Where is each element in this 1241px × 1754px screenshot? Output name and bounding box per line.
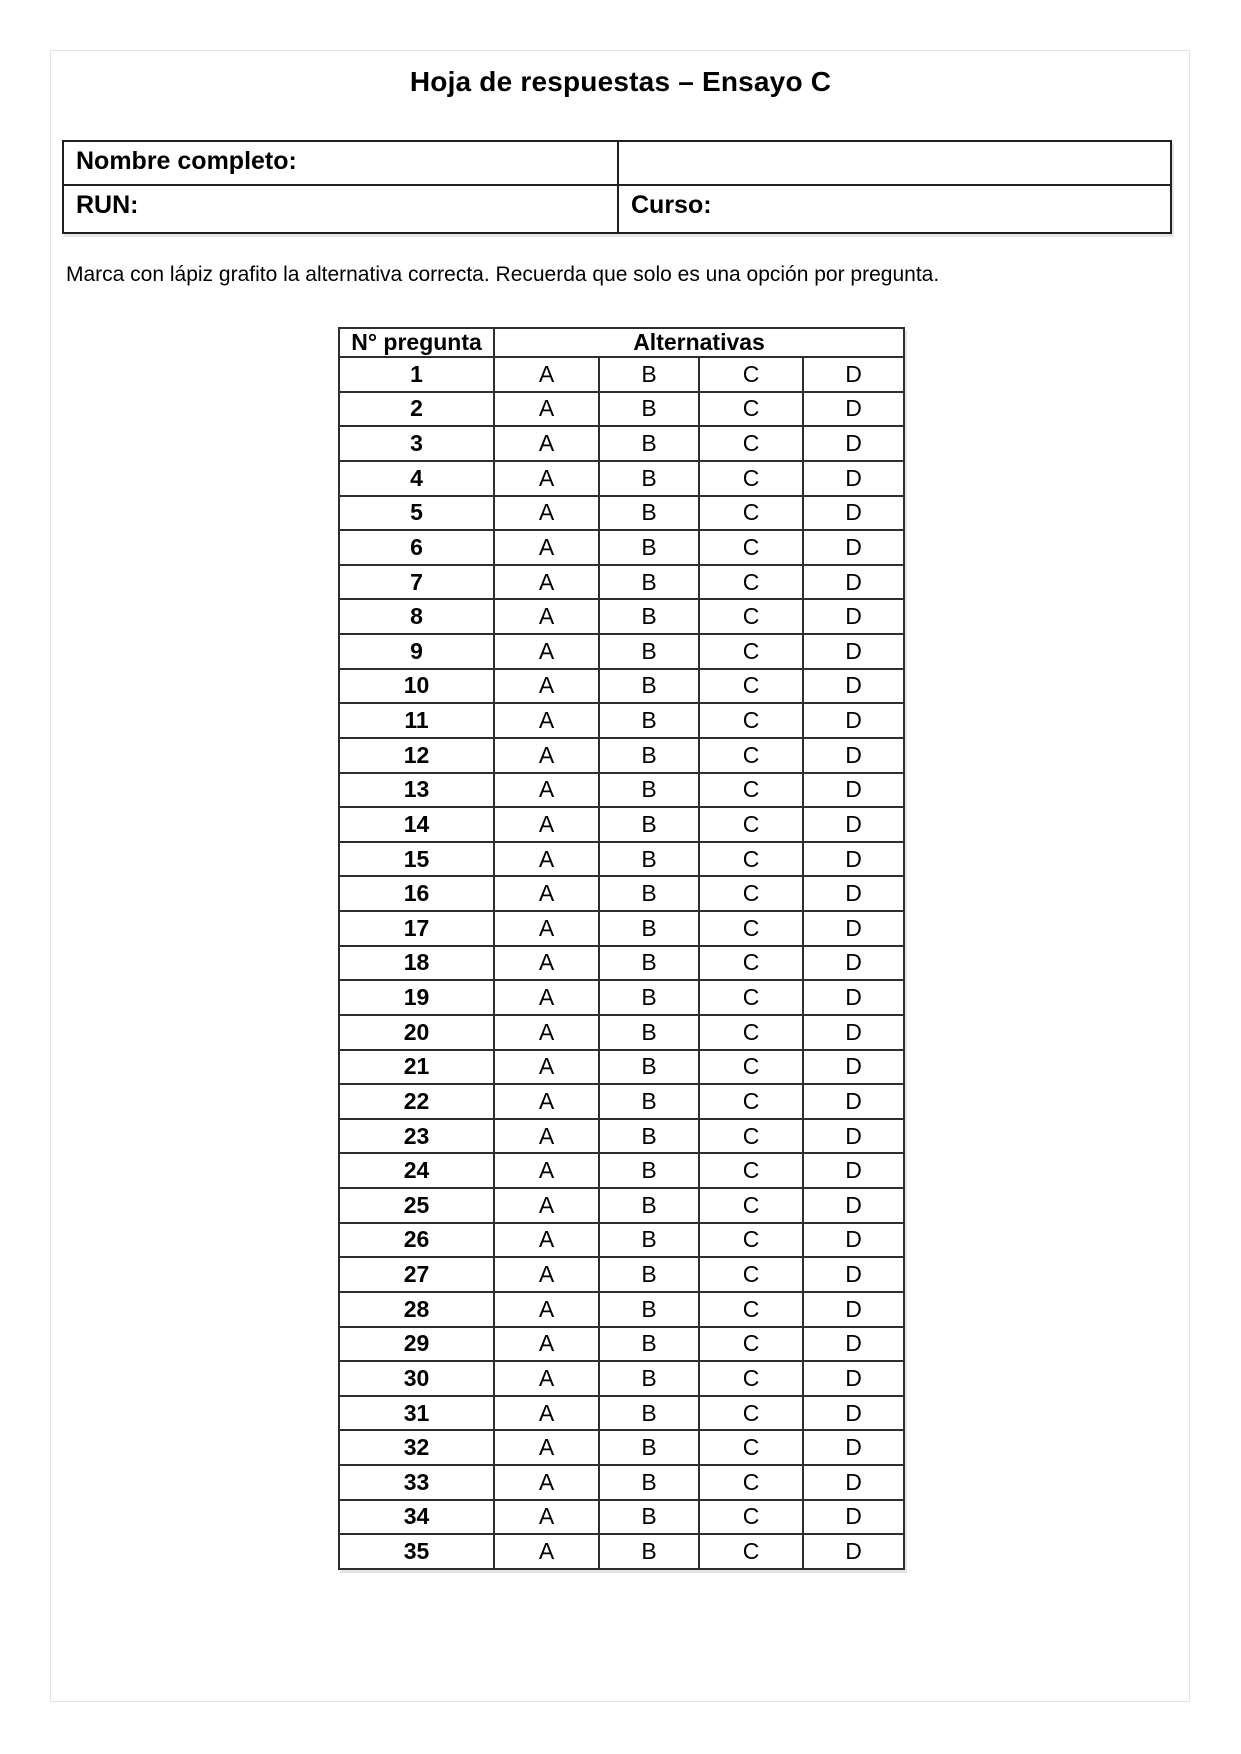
answer-row (339, 1015, 904, 1050)
question-number: 12 (339, 738, 494, 773)
instruction-text: Marca con lápiz grafito la alternativa correcta. Recuerda que solo es una opción por pregunta. (66, 263, 940, 286)
option-c-cell[interactable]: C (699, 1534, 803, 1569)
option-c-cell[interactable]: C (699, 842, 803, 877)
option-c-cell[interactable]: C (699, 1500, 803, 1535)
option-d-cell[interactable]: D (803, 1534, 904, 1569)
answer-row (339, 1050, 904, 1085)
answer-row (339, 1534, 904, 1569)
question-number: 17 (339, 911, 494, 946)
option-c-cell[interactable]: C (699, 1153, 803, 1188)
question-number: 33 (339, 1465, 494, 1500)
option-a-cell[interactable]: A (494, 738, 599, 773)
option-b-cell[interactable]: B (599, 669, 699, 704)
question-number: 35 (339, 1534, 494, 1569)
option-c-cell[interactable]: C (699, 807, 803, 842)
option-b-cell[interactable]: B (599, 1500, 699, 1535)
option-b-cell[interactable]: B (599, 496, 699, 531)
option-a-cell[interactable]: A (494, 1257, 599, 1292)
option-c-cell[interactable]: C (699, 1361, 803, 1396)
option-c-cell[interactable]: C (699, 1396, 803, 1431)
option-c-cell[interactable]: C (699, 530, 803, 565)
option-b-cell[interactable]: B (599, 599, 699, 634)
answer-row (339, 1465, 904, 1500)
question-number-header: N° pregunta (339, 328, 494, 357)
answer-row (339, 773, 904, 808)
question-number: 28 (339, 1292, 494, 1327)
answer-row (339, 1257, 904, 1292)
option-a-cell[interactable]: A (494, 1119, 599, 1154)
option-c-cell[interactable]: C (699, 980, 803, 1015)
answer-row (339, 565, 904, 600)
option-b-cell[interactable]: B (599, 1361, 699, 1396)
question-number: 4 (339, 461, 494, 496)
question-number: 13 (339, 773, 494, 808)
option-d-cell[interactable]: D (803, 773, 904, 808)
option-a-cell[interactable]: A (494, 1396, 599, 1431)
answer-table-header-row (339, 328, 904, 357)
answer-row (339, 738, 904, 773)
answer-row (339, 876, 904, 911)
option-d-cell[interactable]: D (803, 1050, 904, 1085)
option-d-cell[interactable]: D (803, 842, 904, 877)
option-d-cell[interactable]: D (803, 461, 904, 496)
option-a-cell[interactable]: A (494, 876, 599, 911)
option-d-cell[interactable]: D (803, 1292, 904, 1327)
option-a-cell[interactable]: A (494, 565, 599, 600)
option-c-cell[interactable]: C (699, 392, 803, 427)
option-d-cell[interactable]: D (803, 1396, 904, 1431)
option-c-cell[interactable]: C (699, 911, 803, 946)
answer-row (339, 1084, 904, 1119)
option-c-cell[interactable]: C (699, 946, 803, 981)
answer-row (339, 634, 904, 669)
nombre-field-cell[interactable] (63, 141, 618, 185)
option-a-cell[interactable]: A (494, 496, 599, 531)
question-number: 34 (339, 1500, 494, 1535)
option-d-cell[interactable]: D (803, 1188, 904, 1223)
option-a-cell[interactable]: A (494, 842, 599, 877)
option-d-cell[interactable]: D (803, 392, 904, 427)
answer-row (339, 1396, 904, 1431)
option-a-cell[interactable]: A (494, 1430, 599, 1465)
answer-row (339, 426, 904, 461)
run-label: RUN: (76, 191, 139, 219)
option-d-cell[interactable]: D (803, 980, 904, 1015)
answer-row (339, 1153, 904, 1188)
option-d-cell[interactable]: D (803, 669, 904, 704)
option-d-cell[interactable]: D (803, 911, 904, 946)
option-d-cell[interactable]: D (803, 1084, 904, 1119)
question-number: 5 (339, 496, 494, 531)
option-a-cell[interactable]: A (494, 703, 599, 738)
option-c-cell[interactable]: C (699, 599, 803, 634)
option-b-cell[interactable]: B (599, 357, 699, 392)
option-b-cell[interactable]: B (599, 738, 699, 773)
option-c-cell[interactable]: C (699, 461, 803, 496)
option-b-cell[interactable]: B (599, 1292, 699, 1327)
option-d-cell[interactable]: D (803, 807, 904, 842)
question-number: 14 (339, 807, 494, 842)
option-d-cell[interactable]: D (803, 1500, 904, 1535)
option-a-cell[interactable]: A (494, 669, 599, 704)
option-c-cell[interactable]: C (699, 1292, 803, 1327)
option-b-cell[interactable]: B (599, 703, 699, 738)
info-row-nombre (63, 141, 1171, 185)
option-d-cell[interactable]: D (803, 1119, 904, 1154)
option-b-cell[interactable]: B (599, 911, 699, 946)
option-a-cell[interactable]: A (494, 911, 599, 946)
answer-row (339, 461, 904, 496)
answer-row (339, 1188, 904, 1223)
option-a-cell[interactable]: A (494, 773, 599, 808)
option-a-cell[interactable]: A (494, 980, 599, 1015)
answer-row (339, 1292, 904, 1327)
answer-row (339, 599, 904, 634)
option-a-cell[interactable]: A (494, 807, 599, 842)
option-b-cell[interactable]: B (599, 392, 699, 427)
option-b-cell[interactable]: B (599, 1396, 699, 1431)
page-title: Hoja de respuestas – Ensayo C (409, 66, 832, 97)
question-number: 22 (339, 1084, 494, 1119)
option-c-cell[interactable]: C (699, 738, 803, 773)
option-c-cell[interactable]: C (699, 1257, 803, 1292)
question-number: 10 (339, 669, 494, 704)
option-d-cell[interactable]: D (803, 946, 904, 981)
answer-row (339, 1430, 904, 1465)
option-b-cell[interactable]: B (599, 842, 699, 877)
option-d-cell[interactable]: D (803, 530, 904, 565)
option-a-cell[interactable]: A (494, 1361, 599, 1396)
question-number: 7 (339, 565, 494, 600)
option-a-cell[interactable]: A (494, 946, 599, 981)
answer-row (339, 392, 904, 427)
answer-row (339, 807, 904, 842)
option-d-cell[interactable]: D (803, 599, 904, 634)
info-row-run-curso (63, 185, 1171, 233)
answer-row (339, 980, 904, 1015)
alternatives-header: Alternativas (494, 328, 904, 357)
option-a-cell[interactable]: A (494, 1465, 599, 1500)
curso-label: Curso: (631, 191, 712, 219)
option-b-cell[interactable]: B (599, 1257, 699, 1292)
option-b-cell[interactable]: B (599, 1015, 699, 1050)
option-c-cell[interactable]: C (699, 1223, 803, 1258)
option-b-cell[interactable]: B (599, 461, 699, 496)
answer-row (339, 842, 904, 877)
option-b-cell[interactable]: B (599, 565, 699, 600)
question-number: 31 (339, 1396, 494, 1431)
option-b-cell[interactable]: B (599, 807, 699, 842)
answer-row (339, 1500, 904, 1535)
option-d-cell[interactable]: D (803, 1430, 904, 1465)
option-b-cell[interactable]: B (599, 1223, 699, 1258)
run-field-cell[interactable] (63, 185, 618, 233)
option-a-cell[interactable]: A (494, 1292, 599, 1327)
option-a-cell[interactable]: A (494, 634, 599, 669)
answer-row (339, 946, 904, 981)
option-a-cell[interactable]: A (494, 461, 599, 496)
option-b-cell[interactable]: B (599, 1327, 699, 1362)
option-c-cell[interactable]: C (699, 1465, 803, 1500)
question-number: 15 (339, 842, 494, 877)
option-a-cell[interactable]: A (494, 1084, 599, 1119)
option-d-cell[interactable]: D (803, 565, 904, 600)
question-number: 20 (339, 1015, 494, 1050)
option-c-cell[interactable]: C (699, 1050, 803, 1085)
option-b-cell[interactable]: B (599, 1119, 699, 1154)
question-number: 8 (339, 599, 494, 634)
student-info-table (62, 140, 1172, 234)
option-d-cell[interactable]: D (803, 357, 904, 392)
question-number: 27 (339, 1257, 494, 1292)
question-number: 1 (339, 357, 494, 392)
option-a-cell[interactable]: A (494, 1015, 599, 1050)
option-a-cell[interactable]: A (494, 1500, 599, 1535)
answer-row (339, 669, 904, 704)
option-c-cell[interactable]: C (699, 703, 803, 738)
option-c-cell[interactable]: C (699, 1430, 803, 1465)
question-number: 21 (339, 1050, 494, 1085)
question-number: 26 (339, 1223, 494, 1258)
option-a-cell[interactable]: A (494, 599, 599, 634)
question-number: 23 (339, 1119, 494, 1154)
option-a-cell[interactable]: A (494, 1534, 599, 1569)
question-number: 19 (339, 980, 494, 1015)
answer-row (339, 496, 904, 531)
option-b-cell[interactable]: B (599, 1050, 699, 1085)
option-c-cell[interactable]: C (699, 1084, 803, 1119)
option-d-cell[interactable]: D (803, 1257, 904, 1292)
option-d-cell[interactable]: D (803, 738, 904, 773)
option-b-cell[interactable]: B (599, 1188, 699, 1223)
option-b-cell[interactable]: B (599, 634, 699, 669)
curso-field-cell[interactable] (618, 185, 1171, 233)
option-d-cell[interactable]: D (803, 876, 904, 911)
question-number: 9 (339, 634, 494, 669)
question-number: 16 (339, 876, 494, 911)
question-number: 6 (339, 530, 494, 565)
option-d-cell[interactable]: D (803, 426, 904, 461)
option-d-cell[interactable]: D (803, 1465, 904, 1500)
answer-row (339, 1119, 904, 1154)
answer-row (339, 911, 904, 946)
question-number: 18 (339, 946, 494, 981)
option-c-cell[interactable]: C (699, 565, 803, 600)
answer-row (339, 1327, 904, 1362)
question-number: 30 (339, 1361, 494, 1396)
option-d-cell[interactable]: D (803, 1153, 904, 1188)
question-number: 11 (339, 703, 494, 738)
option-a-cell[interactable]: A (494, 426, 599, 461)
option-b-cell[interactable]: B (599, 1084, 699, 1119)
question-number: 32 (339, 1430, 494, 1465)
option-c-cell[interactable]: C (699, 1119, 803, 1154)
option-c-cell[interactable]: C (699, 634, 803, 669)
nombre-label: Nombre completo: (76, 147, 297, 175)
option-b-cell[interactable]: B (599, 876, 699, 911)
option-b-cell[interactable]: B (599, 773, 699, 808)
answer-row (339, 1361, 904, 1396)
option-b-cell[interactable]: B (599, 530, 699, 565)
option-b-cell[interactable]: B (599, 1465, 699, 1500)
answer-sheet-table (338, 327, 905, 1570)
option-d-cell[interactable]: D (803, 1223, 904, 1258)
question-number: 29 (339, 1327, 494, 1362)
option-d-cell[interactable]: D (803, 1327, 904, 1362)
option-c-cell[interactable]: C (699, 426, 803, 461)
option-b-cell[interactable]: B (599, 946, 699, 981)
option-a-cell[interactable]: A (494, 357, 599, 392)
option-c-cell[interactable]: C (699, 496, 803, 531)
question-number: 24 (339, 1153, 494, 1188)
option-b-cell[interactable]: B (599, 1430, 699, 1465)
option-c-cell[interactable]: C (699, 1327, 803, 1362)
question-number: 25 (339, 1188, 494, 1223)
option-c-cell[interactable]: C (699, 669, 803, 704)
option-b-cell[interactable]: B (599, 1153, 699, 1188)
option-d-cell[interactable]: D (803, 1015, 904, 1050)
option-d-cell[interactable]: D (803, 703, 904, 738)
option-b-cell[interactable]: B (599, 980, 699, 1015)
answer-row (339, 703, 904, 738)
option-d-cell[interactable]: D (803, 1361, 904, 1396)
option-a-cell[interactable]: A (494, 530, 599, 565)
answer-row (339, 1223, 904, 1258)
option-a-cell[interactable]: A (494, 1223, 599, 1258)
option-c-cell[interactable]: C (699, 1015, 803, 1050)
option-c-cell[interactable]: C (699, 876, 803, 911)
question-number: 3 (339, 426, 494, 461)
answer-row (339, 357, 904, 392)
option-a-cell[interactable]: A (494, 1327, 599, 1362)
answer-table-body (339, 357, 904, 1569)
answer-row (339, 530, 904, 565)
option-b-cell[interactable]: B (599, 426, 699, 461)
question-number: 2 (339, 392, 494, 427)
nombre-value-cell[interactable] (618, 141, 1171, 185)
option-d-cell[interactable]: D (803, 634, 904, 669)
option-c-cell[interactable]: C (699, 357, 803, 392)
option-a-cell[interactable]: A (494, 1188, 599, 1223)
option-c-cell[interactable]: C (699, 773, 803, 808)
option-b-cell[interactable]: B (599, 1534, 699, 1569)
option-a-cell[interactable]: A (494, 1050, 599, 1085)
option-a-cell[interactable]: A (494, 392, 599, 427)
option-d-cell[interactable]: D (803, 496, 904, 531)
option-a-cell[interactable]: A (494, 1153, 599, 1188)
option-c-cell[interactable]: C (699, 1188, 803, 1223)
